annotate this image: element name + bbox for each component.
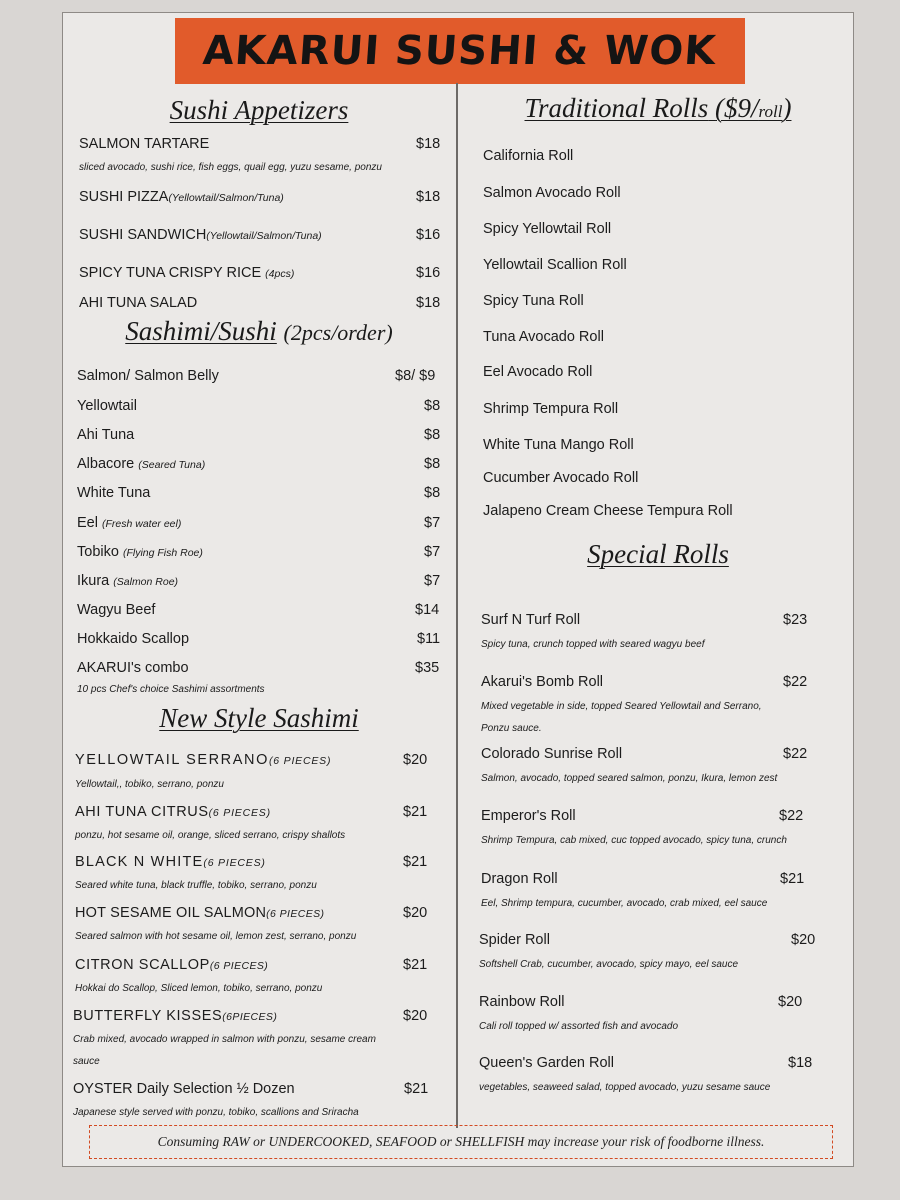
item-description: Spicy tuna, crunch topped with seared wagyu beef [481, 639, 705, 650]
list-item: Spicy Tuna Roll [483, 293, 584, 309]
list-item: Eel Avocado Roll [483, 364, 593, 380]
list-item: Tuna Avocado Roll [483, 329, 604, 345]
list-item: California Roll [483, 148, 574, 164]
section-title-special: Special Rolls [587, 539, 729, 569]
item-description: Mixed vegetable in side, topped Seared Yellowtail and Serrano, [481, 701, 762, 712]
item-description: sliced avocado, sushi rice, fish eggs, quail egg, yuzu sesame, ponzu [79, 162, 382, 173]
list-item: White Tuna Mango Roll [483, 437, 634, 453]
list-item: Cucumber Avocado Roll [483, 470, 639, 486]
item-description: Hokkai do Scallop, Sliced lemon, tobiko, serrano, ponzu [75, 983, 323, 994]
list-item: Spicy Yellowtail Roll [483, 221, 612, 237]
section-title-new-style: New Style Sashimi [159, 703, 359, 733]
item-description: Japanese style served with ponzu, tobiko, scallions and Sriracha [73, 1107, 359, 1118]
item-description: Eel, Shrimp tempura, cucumber, avocado, crab mixed, eel sauce [481, 898, 768, 909]
item-description: Seared salmon with hot sesame oil, lemon zest, serrano, ponzu [75, 931, 357, 942]
list-item: Salmon Avocado Roll [483, 185, 621, 201]
section-title-traditional: Traditional Rolls ($9/roll) [524, 93, 792, 123]
item-description: 10 pcs Chef's choice Sashimi assortments [77, 684, 265, 695]
item-description: Shrimp Tempura, cab mixed, cuc topped avocado, spicy tuna, crunch [481, 835, 787, 846]
list-item: Shrimp Tempura Roll [483, 401, 619, 417]
column-divider [456, 83, 458, 1128]
section-title-sashimi: Sashimi/Sushi (2pcs/order) [125, 316, 393, 346]
item-description: Yellowtail,, tobiko, serrano, ponzu [75, 779, 224, 790]
allergy-warning: Consuming RAW or UNDERCOOKED, SEAFOOD or SHELLFISH may increase your risk of foodborne illness. [89, 1125, 833, 1159]
item-description: ponzu, hot sesame oil, orange, sliced serrano, crispy shallots [75, 830, 346, 841]
item-description: vegetables, seaweed salad, topped avocado, yuzu sesame sauce [479, 1082, 771, 1093]
menu-sheet: AKARUI SUSHI & WOK Sushi Appetizers SALMON TARTARE $18 sliced avocado, sushi rice, fish eggs, quail egg, yuzu sesame, ponzu SUSHI PIZZA(Yellowtail/Salmon/Tuna) $18 SUSHI SANDWICH(Yellowtail/Salmon/Tuna) $16 SPICY TUNA CRISPY RICE (4pcs) $16 AHI TUNA SALAD $18 Sashimi/Sushi (2pcs/order) Salmon/ Salmon Belly $8/ $9 Yellowtail $8 Ahi Tuna $8 Albacore (Seared Tuna) $8 White Tuna $8 Eel (Fresh water eel) $7 Tobiko (Flying Fish Roe) $7 Ikura (Salmon Roe) $7 Wagyu Beef $14 Hokkaido Scallop $11 AKARUI's combo $35 10 pcs Chef's choice Sashimi assortments New Style Sashimi YELLOWTAIL SERRANO(6 PIECES) $20 Yellowtail,, tobiko, serrano, ponzu AHI TUNA CITRUS(6 PIECES) $21 ponzu, hot sesame oil, orange, sliced serrano, crispy shallots BLACK N WHITE(6 PIECES) $21 Seared white tuna, black truffle, tobiko, serrano, ponzu HOT SESAME OIL SALMON(6 PIECES) $20 Seared salmon with hot sesame oil, lemon zest, serrano, ponzu CITRON SCALLOP(6 PIECES) $21 Hokkai do Scallop, Sliced lemon, tobiko, serrano, ponzu BUTTERFLY KISSES(6PIECES) $20 Crab mixed, avocado wrapped in salmon with ponzu, sesame cream sauce OYSTER Daily Selection ½ Dozen $21 Japanese style served with ponzu, tobiko, scallions and Sriracha Traditional Rolls ($9/roll) California Roll Salmon Avocado Roll Spicy Yellowtail Roll Yellowtail Scallion Roll Spicy Tuna Roll Tuna Avocado Roll Eel Avocado Roll Shrimp Tempura Roll White Tuna Mango Roll Cucumber Avocado Roll Jalapeno Cream Cheese Tempura Roll Special Rolls Surf N Turf Roll $23 Spicy tuna, crunch topped with seared wagyu beef Akarui's Bomb Roll $22 Mixed vegetable in side, topped Seared Yellowtail and Serrano, Ponzu sauce. Colorado Sunrise Roll $22 Salmon, avocado, topped seared salmon, ponzu, Ikura, lemon zest Emperor's Roll $22 Shrimp Tempura, cab mixed, cuc topped avocado, spicy tuna, crunch Dragon Roll $21 Eel, Shrimp tempura, cucumber, avocado, crab mixed, eel sauce Spider Roll $20 Softshell Crab, cucumber, avocado, spicy mayo, eel sauce Rainbow Roll $20 Cali roll topped w/ assorted fish and avocado Queen's Garden Roll $18 vegetables, seaweed salad, topped avocado, yuzu sesame sauce Consuming RAW or UNDERCOOKED, SEAFOOD or SHELLFISH may increase your risk of foodborne illness. [62, 12, 854, 1167]
restaurant-name: AKARUI SUSHI & WOK [201, 28, 719, 74]
item-description: Salmon, avocado, topped seared salmon, ponzu, Ikura, lemon zest [481, 773, 778, 784]
item-description: sauce [73, 1056, 100, 1067]
section-title-appetizers: Sushi Appetizers [169, 95, 349, 125]
item-description: Crab mixed, avocado wrapped in salmon with ponzu, sesame cream [73, 1034, 376, 1045]
list-item: Jalapeno Cream Cheese Tempura Roll [483, 503, 733, 519]
item-description: Cali roll topped w/ assorted fish and avocado [479, 1021, 679, 1032]
list-item: Yellowtail Scallion Roll [483, 257, 627, 273]
item-description: Seared white tuna, black truffle, tobiko, serrano, ponzu [75, 880, 317, 891]
item-description: Softshell Crab, cucumber, avocado, spicy mayo, eel sauce [479, 959, 739, 970]
menu-banner [175, 18, 745, 84]
item-description: Ponzu sauce. [481, 723, 542, 734]
